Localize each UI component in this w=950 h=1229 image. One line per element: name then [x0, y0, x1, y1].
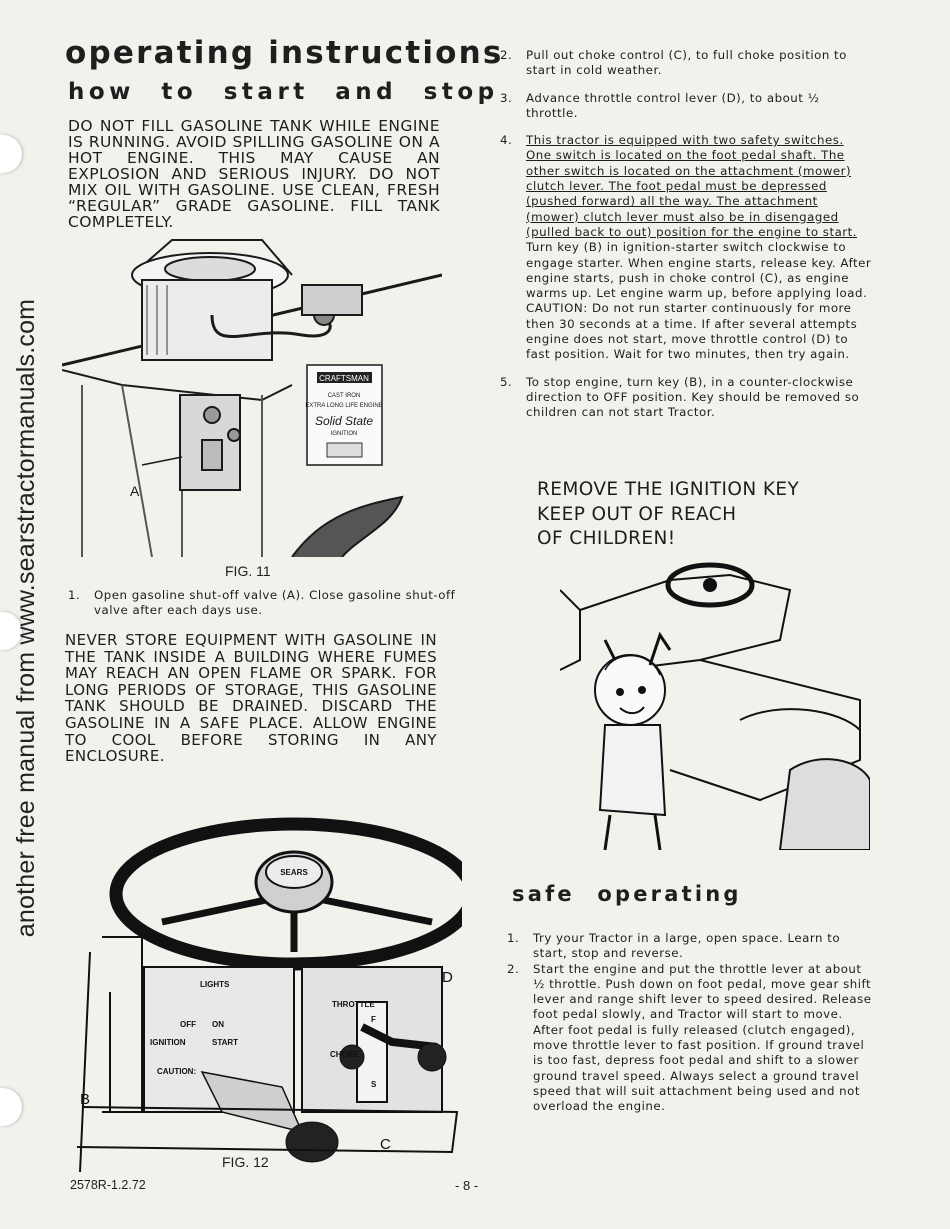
- binder-hole-bottom: [0, 1088, 22, 1126]
- callout-a: A: [130, 483, 140, 499]
- step-4-text: Turn key (B) in ignition-starter switch clockwise to engage starter. When engine starts, release key. After engine starts, push in choke control (C), as engine warms up. Let engine warm up, before applying load. CAUTION: Do not run starter continuously for more then 30 seconds at a time. If after several attempts engine does not start, move throttle control (D) to fast position. Wait for two minutes, then try again.: [526, 240, 872, 362]
- steering-hub-label: SEARS: [280, 868, 308, 877]
- start-label: START: [212, 1038, 239, 1047]
- step-3: [500, 91, 872, 122]
- plate-line1: CAST IRON: [327, 393, 361, 399]
- safe-operating-list: [507, 931, 875, 1115]
- watermark: another free manual from www.searstractormanuals.com: [12, 298, 40, 938]
- step-1: 1. Open gasoline shut-off valve (A). Close gasoline shut-off valve after each days use.: [68, 588, 456, 618]
- fuel-warning: DO NOT FILL GASOLINE TANK WHILE ENGINE IS RUNNING. AVOID SPILLING GASOLINE ON A HOT ENGINE. THIS MAY CAUSE AN EXPLOSION AND SERIOUS INJURY. DO NOT MIX OIL WITH GASOLINE. USE CLEAN, FRESH “REGULAR” GRADE GASOLINE. FILL TANK COMPLETELY.: [68, 117, 440, 231]
- plate-line2: EXTRA LONG LIFE ENGINE: [305, 403, 383, 409]
- safe-step-2-text: Start the engine and put the throttle lever at about ½ throttle. Push down on foot pedal, move gear shift lever and range shift lever to speed desired. Release foot pedal slowly, and Tractor will start to move. After foot pedal is fully released (clutch engaged), move throttle lever to fast position. If ground travel is too fast, depress foot pedal and shift to a slower ground travel speed. Always select a ground travel speed that will suit attachment being used and not overload the engine.: [533, 961, 872, 1114]
- fast-label: F: [371, 1015, 376, 1024]
- safe-step-2-number: 2.: [507, 961, 520, 976]
- step-5: [500, 375, 872, 421]
- fig11-engine-illustration: [62, 235, 442, 557]
- step-4: [500, 133, 872, 362]
- step-3-number: 3.: [500, 90, 513, 105]
- step-2-number: 2.: [500, 48, 513, 62]
- fig12-dashboard-illustration: [62, 812, 462, 1172]
- storage-warning: NEVER STORE EQUIPMENT WITH GASOLINE IN THE TANK INSIDE A BUILDING WHERE FUMES MAY REACH AN OPEN FLAME OR SPARK. FOR LONG PERIODS OF STORAGE, THIS GASOLINE TANK SHOULD BE DRAINED. DISCARD THE GASOLINE IN A SAFE PLACE. ALLOW ENGINE TO COOL BEFORE STORING IN ANY ENCLOSURE.: [65, 631, 437, 766]
- remove-key-line-1: REMOVE THE IGNITION KEY: [537, 479, 800, 500]
- binder-hole-top: [0, 135, 22, 173]
- section-title: how to start and stop: [68, 79, 499, 105]
- callout-b: B: [80, 1091, 91, 1108]
- ignition-label: IGNITION: [150, 1038, 186, 1047]
- choke-label: CHOKE: [330, 1050, 359, 1059]
- callout-d: D: [442, 969, 453, 986]
- start-steps-list: [500, 48, 872, 433]
- fig12-caption: FIG. 12: [222, 1154, 269, 1170]
- remove-key-line-3: OF CHILDREN!: [537, 528, 676, 549]
- remove-key-line-2: KEEP OUT OF REACH: [537, 503, 737, 525]
- safe-step-2: [507, 962, 875, 1115]
- step-5-number: 5.: [500, 374, 513, 389]
- safe-step-1-text: Try your Tractor in a large, open space. Learn to start, stop and reverse.: [533, 931, 841, 961]
- on-label: ON: [212, 1020, 224, 1029]
- page-number: - 8 -: [455, 1178, 479, 1193]
- plate-brand: CRAFTSMAN: [319, 374, 369, 383]
- fig11-caption: FIG. 11: [225, 563, 271, 579]
- document-id: 2578R-1.2.72: [70, 1178, 146, 1192]
- caution-label: CAUTION:: [157, 1067, 197, 1076]
- safe-operating-title: safe operating: [512, 882, 742, 906]
- page-title: operating instructions: [65, 35, 504, 71]
- off-label: OFF: [180, 1020, 196, 1029]
- step-1-text: Open gasoline shut-off valve (A). Close gasoline shut-off valve after each days use.: [94, 588, 456, 618]
- plate-line3: IGNITION: [330, 431, 358, 437]
- remove-key-warning: [537, 478, 799, 552]
- throttle-label: THROTTLE: [332, 1000, 375, 1009]
- callout-c: C: [380, 1136, 391, 1153]
- lights-label: LIGHTS: [200, 980, 230, 989]
- safe-step-1-number: 1.: [507, 931, 520, 945]
- step-4-number: 4.: [500, 133, 513, 148]
- child-at-tractor-illustration: [560, 550, 870, 850]
- step-2: [500, 48, 872, 79]
- step-3-text: Advance throttle control lever (D), to about ½ throttle.: [526, 90, 820, 120]
- plate-script: Solid State: [314, 414, 374, 428]
- safe-step-1: [507, 931, 875, 962]
- step-5-text: To stop engine, turn key (B), in a counter-clockwise direction to OFF position. Key should be removed so children can not start Tractor.: [526, 374, 860, 420]
- slow-label: S: [371, 1080, 377, 1089]
- step-4-safety-switches-text: This tractor is equipped with two safety switches. One switch is located on the foot pedal shaft. The other switch is located on the attachment (mower) clutch lever. The foot pedal must be depressed (pushed forward) all the way. The attachment (mower) clutch lever must also be in disengaged (pulled back to out) position for the engine to start.: [526, 133, 858, 239]
- step-2-text: Pull out choke control (C), to full choke position to start in cold weather.: [526, 48, 847, 78]
